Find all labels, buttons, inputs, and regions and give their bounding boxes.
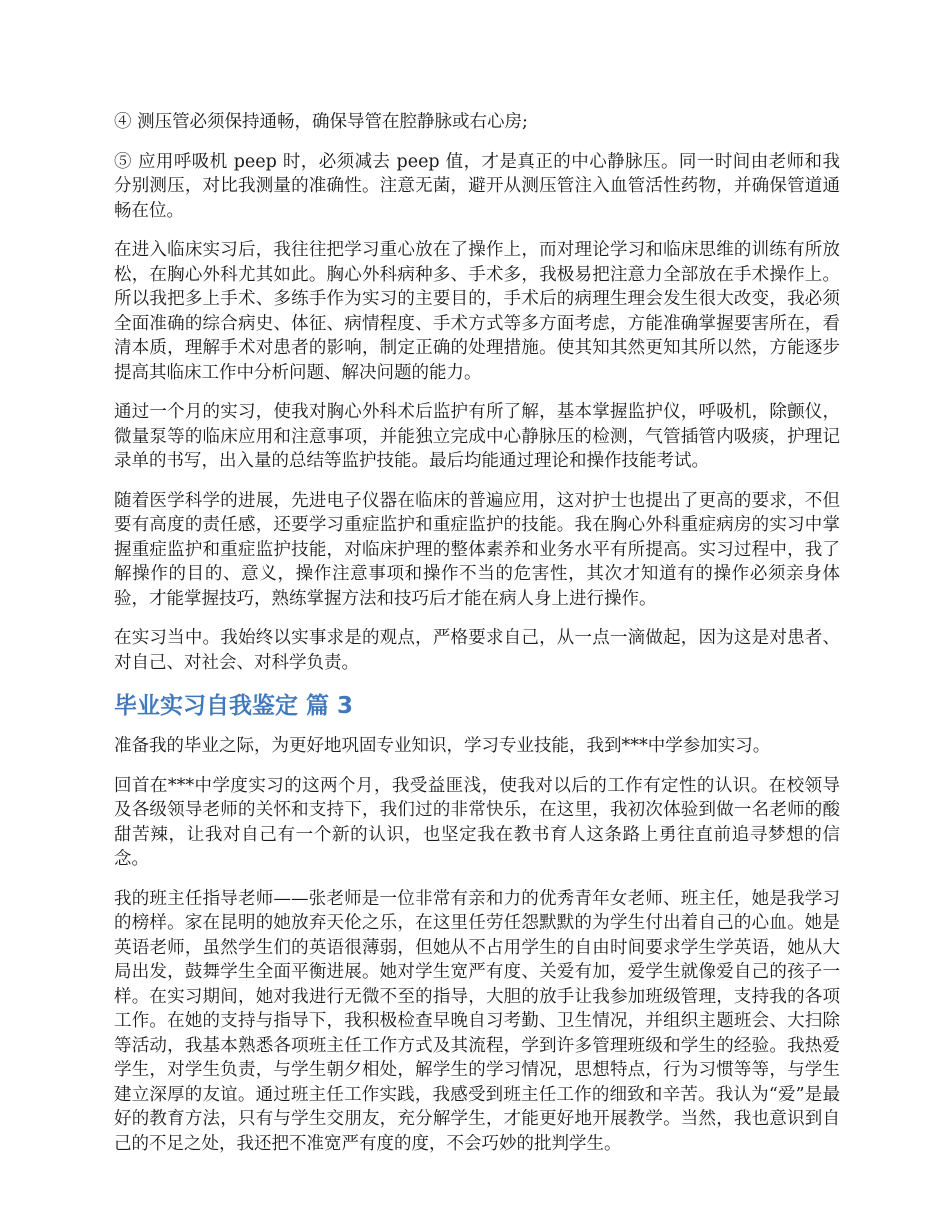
paragraph-medical-progress: 随着医学科学的进展，先进电子仪器在临床的普遍应用，这对护士也提出了更高的要求，不但要有高度的责任感，还要学习重症监护和重症监护的技能。我在胸心外科重症病房的实习中掌握重症监护和重症监护技能，对临床护理的整体素养和业务水平有所提高。实习过程中，我了解操作的目的、意义，操作注意事项和操作不当的危害性，其次才知道有的操作必须亲身体验，才能掌握技巧，熟练掌握方法和技巧后才能在病人身上进行操作。 [114, 490, 840, 609]
section-heading: 毕业实习自我鉴定 篇 3 [114, 693, 354, 719]
paragraph-one-month-internship: 通过一个月的实习，使我对胸心外科术后监护有所了解，基本掌握监护仪，呼吸机，除颤仪，微量泵等的临床应用和注意事项，并能独立完成中心静脉压的检测，气管插管内吸痰，护理记录单的书写，出入量的总结等监护技能。最后均能通过理论和操作技能考试。 [114, 402, 840, 471]
paragraph-graduation-intro: 准备我的毕业之际，为更好地巩固专业知识，学习专业技能，我到***中学参加实习。 [114, 736, 771, 756]
paragraph-responsibility: 在实习当中。我始终以实事求是的观点，严格要求自己，从一点一滴做起，因为这是对患者、对自己、对社会、对科学负责。 [114, 628, 840, 673]
paragraph-item-4: ④ 测压管必须保持通畅，确保导管在腔静脉或右心房; [114, 112, 528, 132]
paragraph-item-5: ⑤ 应用呼吸机 peep 时，必须减去 peep 值，才是真正的中心静脉压。同一时间由老师和我分别测压，对比我测量的准确性。注意无菌，避开从测压管注入血管活性药物，并确保管道通畅在位。 [114, 151, 840, 221]
document-body [114, 110, 840, 1171]
paragraph-two-months-review: 回首在***中学度实习的这两个月，我受益匪浅，使我对以后的工作有定性的认识。在校领导及各级领导老师的关怀和支持下，我们过的非常快乐，在这里，我初次体验到做一名老师的酸甜苦辣，让我对自己有一个新的认识，也坚定我在教书育人这条路上勇往直前追寻梦想的信念。 [114, 775, 840, 869]
paragraph-clinical-focus: 在进入临床实习后，我往往把学习重心放在了操作上，而对理论学习和临床思维的训练有所放松，在胸心外科尤其如此。胸心外科病种多、手术多，我极易把注意力全部放在手术操作上。所以我把多上手术、多练手作为实习的主要目的，手术后的病理生理会发生很大改变，我必须全面准确的综合病史、体征、病情程度、手术方式等多方面考虑，方能准确掌握要害所在，看清本质，理解手术对患者的影响，制定正确的处理措施。使其知其然更知其所以然，方能逐步提高其临床工作中分析问题、解决问题的能力。 [114, 240, 840, 383]
paragraph-class-teacher: 我的班主任指导老师——张老师是一位非常有亲和力的优秀青年女老师、班主任，她是我学习的榜样。家在昆明的她放弃天伦之乐，在这里任劳任怨默默的为学生付出着自己的心血。她是英语老师，虽然学生们的英语很薄弱，但她从不占用学生的自由时间要求学生学英语，她从大局出发，鼓舞学生全面平衡进展。她对学生宽严有度、关爱有加，爱学生就像爱自己的孩子一样。在实习期间，她对我进行无微不至的指导，大胆的放手让我参加班级管理，支持我的各项工作。在她的支持与指导下，我积极检查早晚自习考勤、卫生情况，并组织主题班会、大扫除等活动，我基本熟悉各项班主任工作方式及其流程，学到许多管理班级和学生的经验。我热爱学生，对学生负责，与学生朝夕相处，解学生的学习情况，思想特点，行为习惯等等，与学生建立深厚的友谊。通过班主任工作实践，我感受到班主任工作的细致和辛苦。我认为“爱”是最好的教育方法，只有与学生交朋友，充分解学生，才能更好地开展教学。当然，我也意识到自己的不足之处，我还把不准宽严有度的度，不会巧妙的批判学生。 [114, 888, 840, 1154]
